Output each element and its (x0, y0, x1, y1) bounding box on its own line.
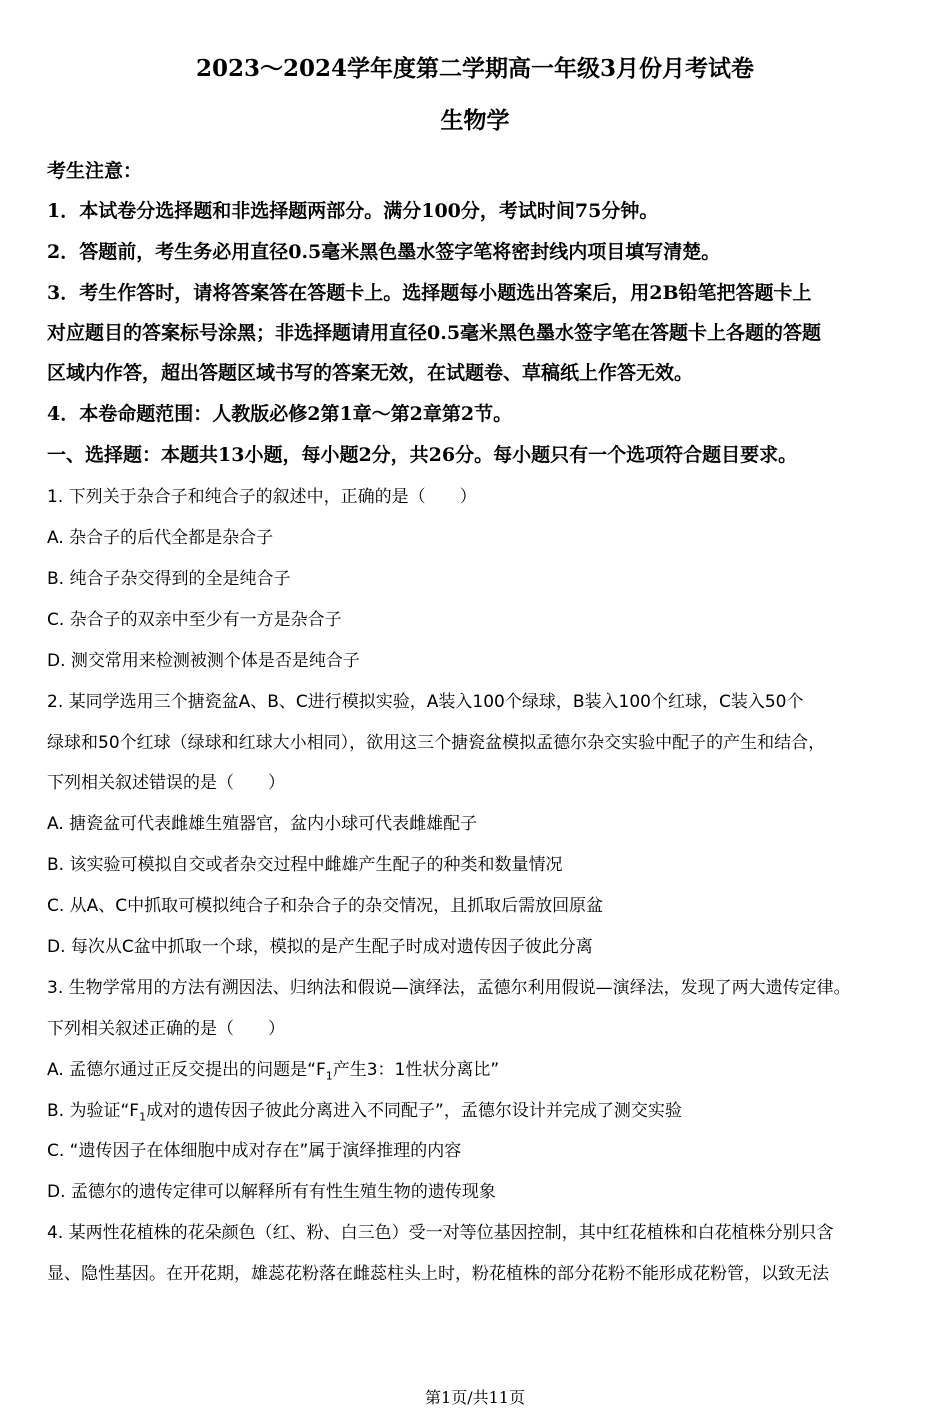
question-1-option-a: A. 杂合子的后代全都是杂合子 (47, 528, 274, 548)
notice-line: 区域内作答，超出答题区域书写的答案无效，在试题卷、草稿纸上作答无效。 (47, 362, 694, 384)
question-2-option-d: D. 每次从C盆中抓取一个球，模拟的是产生配子时成对遗传因子彼此分离 (47, 937, 593, 957)
question-2-stem: 2. 某同学选用三个搪瓷盆A、B、C进行模拟实验，A装入100个绿球，B装入100个红球，C装入50个 (47, 692, 804, 712)
notice-line: 1．本试卷分选择题和非选择题两部分。满分100分，考试时间75分钟。 (47, 200, 659, 222)
question-1-option-b: B. 纯合子杂交得到的全是纯合子 (47, 569, 291, 589)
notice-line: 对应题目的答案标号涂黑；非选择题请用直径0.5毫米黑色墨水签字笔在答题卡上各题的答题 (47, 322, 822, 344)
question-3-option-b: B. 为验证“$F_1$成对的遗传因子彼此分离进入不同配子”，孟德尔设计并完成了测交实验 (47, 1101, 682, 1124)
question-1-option-c: C. 杂合子的双亲中至少有一方是杂合子 (47, 610, 342, 630)
question-3-option-d: D. 孟德尔的遗传定律可以解释所有有性生殖生物的遗传现象 (47, 1182, 496, 1202)
exam-title: 2023～2024学年度第二学期高一年级3月份月考试卷 (195, 55, 755, 82)
question-4-stem: 4. 某两性花植株的花朵颜色（红、粉、白三色）受一对等位基因控制，其中红花植株和白花植株分别只含 (47, 1223, 834, 1243)
notice-line: 2．答题前，考生务必用直径0.5毫米黑色墨水签字笔将密封线内项目填写清楚。 (47, 241, 721, 263)
page-number: 第1页/共11页 (425, 1388, 525, 1407)
question-2-option-c: C. 从A、C中抓取可模拟纯合子和杂合子的杂交情况，且抓取后需放回原盆 (47, 896, 604, 916)
notice-line: 4．本卷命题范围：人教版必修2第1章～第2章第2节。 (47, 403, 513, 425)
question-1-option-d: D. 测交常用来检测被测个体是否是纯合子 (47, 651, 360, 671)
notice-line: 3．考生作答时，请将答案答在答题卡上。选择题每小题选出答案后，用2B铅笔把答题卡上 (47, 282, 812, 304)
question-3-stem: 下列相关叙述正确的是（ ） (47, 1019, 285, 1039)
subject-title: 生物学 (440, 107, 510, 134)
question-2-option-b: B. 该实验可模拟自交或者杂交过程中雌雄产生配子的种类和数量情况 (47, 855, 563, 875)
question-3-option-a: A. 孟德尔通过正反交提出的问题是“$F_1$产生3：1性状分离比” (47, 1060, 500, 1083)
notice-heading: 考生注意： (47, 160, 143, 182)
question-1-stem: 1. 下列关于杂合子和纯合子的叙述中，正确的是（ ） (47, 487, 477, 507)
question-3-stem: 3. 生物学常用的方法有溯因法、归纳法和假说—演绎法，孟德尔利用假说—演绎法，发现了两大遗传定律。 (47, 978, 851, 998)
question-4-stem: 显、隐性基因。在开花期，雄蕊花粉落在雌蕊柱头上时，粉花植株的部分花粉不能形成花粉管，以致无法 (47, 1264, 829, 1284)
question-2-option-a: A. 搪瓷盆可代表雌雄生殖器官，盆内小球可代表雌雄配子 (47, 814, 478, 834)
question-2-stem: 绿球和50个红球（绿球和红球大小相同），欲用这三个搪瓷盆模拟孟德尔杂交实验中配子的产生和结合， (47, 733, 826, 753)
section-heading: 一、选择题：本题共13小题，每小题2分，共26分。每小题只有一个选项符合题目要求。 (47, 444, 798, 466)
question-2-stem: 下列相关叙述错误的是（ ） (47, 773, 285, 793)
question-3-option-c: C. “遗传因子在体细胞中成对存在”属于演绎推理的内容 (47, 1141, 462, 1161)
